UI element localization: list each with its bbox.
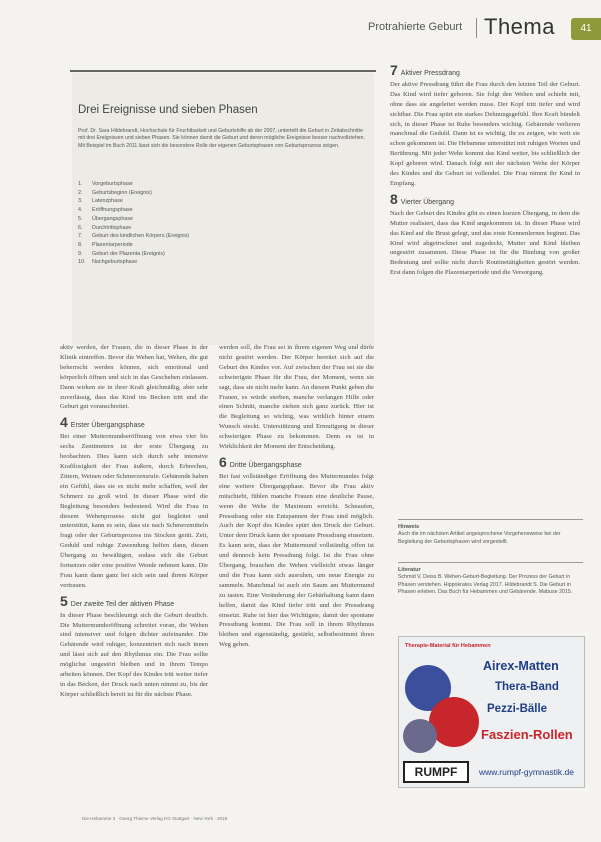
paragraph: Bei einer Muttermundseröffnung von etwa vier bis sechs Zentimetern ist der erste Übergang zu beobachten. Dies kann sich durch sehr intensive Kraftlosigkeit der Frau äußern, durch Erbrechen, Zittern, Weinen oder Schmerzensrufe. Gebärende haben ein Gefühl, dass sie es nicht mehr schaffen, weil der Schmerz zu groß wird. In dieser Phase wird die Begleitung besonders bedeutend. Wird die Frau in diesem Wehenprozess nicht gut begleitet und unterstützt, kann es sein, dass sie nach Schmerzmitteln fragt oder der Geburtsprozess ins Stocken gerät. Zeit, Geduld und ruhige Zuwendung helfen dann, diesen Übergang zu bewältigen, sodass sich die Geburt fortsetzen oder eine positive Wende nehmen kann. Die Frau kann dann ganz bei sich sein und ihrem Körper vertrauen. (60, 433, 208, 589)
section-heading-4: 4 Erster Übergangsphase (60, 414, 145, 431)
paragraph: Bei fast vollständiger Eröffnung des Muttermundes folgt eine weitere Übergangsphase. Bevor die Frau aktiv mitschiebt, fühlen manche Frauen eine deutliche Pause, wenn die Wehe ihr Maximum erreicht. Schnaufen, Pressdrang oder ein Entspannen der Frau sind möglich. Auch der Kopf des Kindes spürt den Druck der Geburt. Unter dem Druck kann der spontane Pressdrang einsetzen. Es kann sein, dass der Muttermund vollständig offen ist und dennoch kein Pressdrang folgt. Ist die Frau ohne Übergang, brauchen die Wehen vielleicht etwas länger und die Frau kann sich ausruhen, um neue Energie zu sammeln. Manchmal ist auch ein Saum am Muttermund zu tasten. Eine Veränderung der Gebärhaltung kann dann helfen, damit das Kind tiefer tritt und der Pressdrang einsetzt. Ruhe ist hier das Wichtigste, damit der spontane Pressdrang kommt. Die Frau soll in ihrem Rhythmus bleiben und eigenständig, gestärkt, selbstbestimmt ihren Weg gehen. (219, 472, 374, 649)
ad-link[interactable]: www.rumpf-gymnastik.de (479, 767, 574, 777)
paragraph: Nach der Geburt des Kindes gibt es einen kurzen Übergang, in dem die Mutter realisiert, dass das Kind angekommen ist. In dieser Phase wird das Kind auf die Brust gelegt, und das erste Kennenlernen beginnt. Das Kind wird abgetrocknet und zugedeckt, Mutter und Kind bleiben ungestört zusammen. Diese Phase ist für die Bindung von großer Bedeutung und sollte nicht durch Routinetätigkeiten gestört werden. Erst dann folgen die Plazentarperiode und die Versorgung. (390, 209, 580, 277)
ball-grey-image (403, 719, 437, 753)
info-box-title: Drei Ereignisse und sieben Phasen (78, 104, 258, 116)
note-rule (398, 519, 583, 520)
ad-product-1: Airex-Matten (483, 659, 559, 673)
paragraph: Der aktive Pressdrang führt die Frau durch den letzten Teil der Geburt. Das Kind wird tiefer geboren. Sie folgt den Wehen und schiebt mit, ohne dass sie angeleitet werden muss. Der Kopf tritt tiefer und wird sichtbar. Die Frau spürt ein starkes Dehnungsgefühl. Ihre Kraft bündelt sich, in dieser Phase ist Ruhe besonders wichtig. Gebärende verlieren manchmal die Geduld. Dann ist es wichtig, ihr zu zeigen, wie weit sie schon gekommen ist. Die Hebamme unterstützt mit ruhigen Worten und Berührung. Mit jeder Wehe kommt das Kind weiter, bis schließlich der Kopf geboren wird. Danach folgt mit der nächsten Wehe der Körper des Kindes und die Geburt ist vollendet. Die Frau nimmt ihr Kind in Empfang. (390, 80, 580, 187)
phase-list (78, 180, 189, 267)
list-item: 4. Eröffnungsphase (78, 207, 133, 214)
list-item: 5. Übergangsphase (78, 215, 134, 222)
list-item: 1. Vorgeburtsphase (78, 181, 133, 187)
list-item: 2. Geburtsbeginn (Ereignis) (78, 189, 152, 196)
section-title: Thema (484, 14, 555, 39)
note-rule (398, 562, 583, 563)
page-number: 41 (571, 18, 601, 40)
section-heading-6: 6 Dritte Übergangsphase (219, 453, 302, 470)
ad-product-4: Faszien-Rollen (481, 727, 573, 742)
list-item: 10. Nachgeburtsphase (78, 259, 138, 266)
section-heading-8: 8 Vierter Übergang (390, 190, 454, 207)
section-heading-5: 5 Der zweite Teil der aktiven Phase (60, 592, 175, 609)
note-literatur: Literatur Schmid V, Deiss B. Wehen-Geburt-Begleitung. Der Prozess der Geburt in Phasen verstehen. Hippokrates Verlag 2017. Hildebrandt S. Die Geburt in Phasen erleben. Das Buch für Hebammen und Gebärende. Mabuse 2015. (398, 567, 573, 596)
paragraph: In dieser Phase beschleunigt sich die Geburt deutlich. Die Muttermunderöffnung schreitet voran, die Wehen sind intensiver und folgen dichter aufeinander. Die Gebärende wird ruhiger, konzentriert sich nach innen und lässt sich auf den Rhythmus ein. Die Frau sollte möglichst ungestört bleiben und in ihrem Tempo arbeiten können. Der Kopf des Kindes tritt weiter tiefer in das Becken, der Druck nach unten nimmt zu, bis der Körper schließlich bereit ist für die nächste Phase. (60, 611, 208, 698)
body-column-3 (390, 62, 580, 278)
section-heading-7: 7 Aktiver Pressdrang (390, 62, 460, 78)
paragraph: aktiv werden, der Frauen, die in dieser Phase in der Klinik eintreffen. Bevor die Wehen hat, Wehen, die gut beherrscht werden können, sich emotional und körperlich öffnen und sich in das Geschehen einlassen. Dann wirken sie in ihrer Kraft gleichmäßig, aber sehr zuverlässig, dass das Kind ins Becken tritt und die Geburt gut voranschreitet. (60, 344, 208, 411)
paragraph: werden soll, die Frau sei in ihrem eigenen Weg und dürfe nicht gestört werden. Der Körper bereitet sich auf die Geburt des Kindes vor. Auf zwischen der Frau sei sie die schwierigste Phase für die Frau, der Moment, wenn sie sagt, dass sie nicht mehr kann. An diesem Punkt geben die Frauen, es würde sterben, manche verlangen Hilfe oder einen Schnitt, manche ziehen sich ganz zurück. Hier ist die Begleitung so wichtig, was wirklich hinter einem Wunsch steckt. Unterstützung und Ermutigung in dieser schwierigen Phase zu bekommen. Denn es ist in Wirklichkeit der Moment der Entscheidung. (219, 344, 374, 451)
ad-product-3: Pezzi-Bälle (487, 703, 548, 715)
body-column-2 (219, 343, 374, 650)
list-item: 8. Plazentarperiode (78, 241, 133, 248)
list-item: 6. Durchtrittsphase (78, 224, 132, 231)
note-hinweis: Hinweis Auch die im nächsten Artikel angesprochene Vorgehensweise bei der Begleitung der Geburtsphasen wird vorgestellt. (398, 524, 561, 545)
ad-tagline: Therapie-Material für Hebammen (405, 643, 491, 649)
page-footer: Die Hebamme 3 · Georg Thieme Verlag KG Stuttgart · New York · 2018 (82, 816, 228, 821)
list-item: 9. Geburt der Plazenta (Ereignis) (78, 250, 165, 257)
list-item: 7. Geburt des kindlichen Körpers (Ereignis) (78, 233, 190, 240)
list-item: 3. Latenzphase (78, 198, 123, 205)
box-top-rule (70, 70, 376, 72)
info-box-intro: Prof. Dr. Sara Hildebrandt, Hochschule für Fruchtbarkeit und Geburtshilfe ab der 2007, unterteilt die Geburt in Zeitabschnitte mit drei Ereignissen und sieben Phasen. Sie können damit die Geburt und deren mögliche Ereignisse besser nachvollziehen. Mit Beispiel im Buch 2011 lässt sich die besondere Rolle der eigenen Geburtsphasen von Geburtsprozess zeigen. (78, 128, 365, 149)
header-kicker: Protrahierte Geburt (368, 21, 463, 33)
header-separator (476, 18, 477, 38)
advertisement[interactable] (398, 636, 585, 788)
ad-product-2: Thera-Band (495, 681, 559, 693)
brand-logo: RUMPF (403, 761, 469, 783)
body-column-1 (60, 343, 208, 700)
